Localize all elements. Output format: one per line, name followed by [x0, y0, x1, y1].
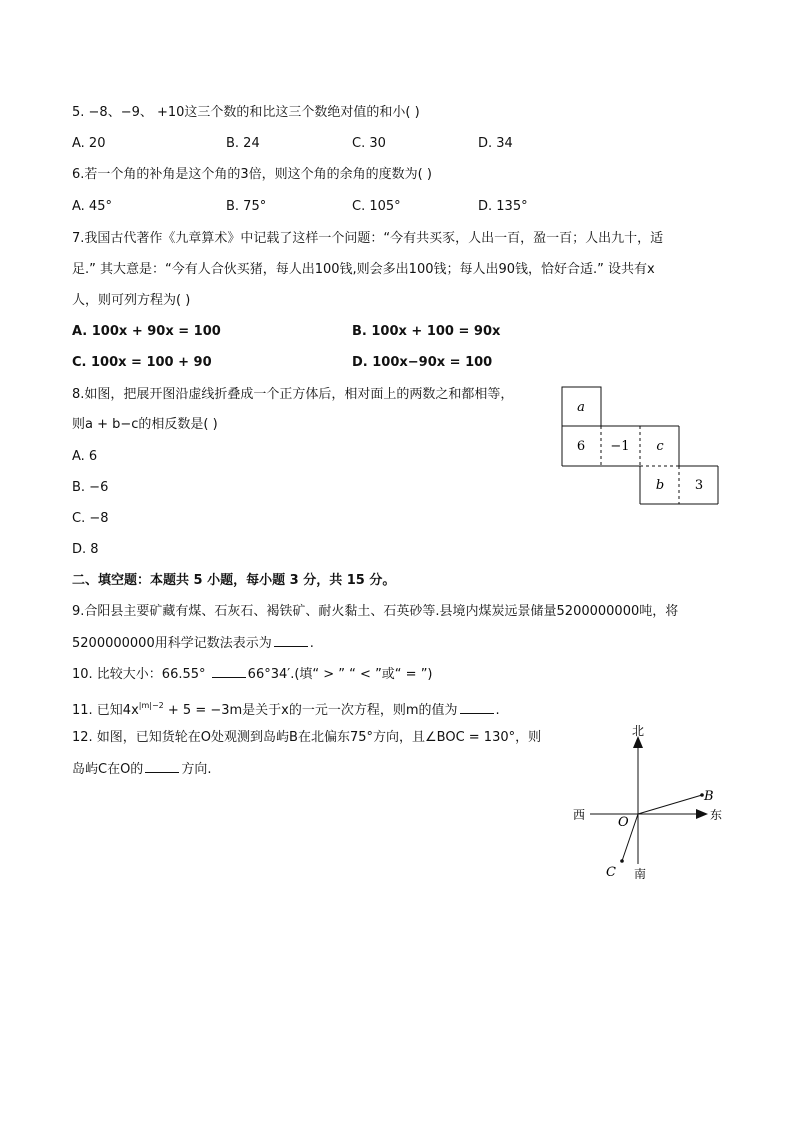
q8-line2: 则a + b−c的相反数是( ) [72, 417, 218, 432]
q10-answer-blank[interactable] [212, 665, 246, 678]
q12-line2 [72, 760, 211, 779]
net-cell-6: 6 [576, 439, 586, 454]
label-c: C [606, 865, 616, 880]
q5-option-c: C. 30 [352, 136, 386, 151]
compass-direction-figure [566, 724, 726, 886]
label-south: 南 [633, 867, 647, 881]
q9-line2-end: . [309, 636, 314, 651]
q12-answer-blank[interactable] [145, 760, 179, 773]
net-cell-3: 3 [694, 478, 704, 493]
q5-option-d: D. 34 [478, 136, 513, 151]
q5-option-b: B. 24 [226, 136, 260, 151]
q9-line2-text: 5200000000用科学记数法表示为 [72, 636, 272, 651]
q9-answer-blank[interactable] [274, 634, 308, 647]
q5-stem: 5. −8、−9、 +10这三个数的和比这三个数绝对值的和小( ) [72, 105, 420, 120]
q6-option-d: D. 135° [478, 199, 528, 214]
q6-option-c: C. 105° [352, 199, 401, 214]
label-west: 西 [573, 808, 586, 822]
q11-text-b: + 5 = −3m是关于x的一元一次方程，则m的值为 [163, 703, 458, 718]
label-east: 东 [710, 808, 723, 822]
label-north: 北 [631, 724, 645, 738]
q6-option-a: A. 45° [72, 199, 112, 214]
q7-line3: 人，则可列方程为( ) [72, 293, 191, 308]
point-c [620, 859, 624, 863]
east-arrowhead [696, 809, 708, 819]
q8-option-b: B. −6 [72, 480, 109, 495]
q7-line2: 足.” 其大意是：“今有人合伙买猪，每人出100钱,则会多出100钱；每人出90钱，恰好合适.” 设共有x [72, 262, 655, 277]
q7-option-c: C. 100x = 100 + 90 [72, 355, 212, 370]
q5-option-a: A. 20 [72, 136, 106, 151]
q10-text-a: 10. 比较大小：66.55° [72, 667, 206, 682]
q12-text-b: 方向. [181, 762, 212, 777]
q8-option-d: D. 8 [72, 542, 99, 557]
q10-text-b: 66°34′.(填“ > ” “ < ”或“ = ”) [247, 667, 433, 682]
net-cell-b: b [655, 478, 665, 493]
q7-option-b: B. 100x + 100 = 90x [352, 324, 501, 339]
q10-line [72, 665, 433, 684]
label-b: B [704, 789, 714, 804]
q11-text-a: 11. 已知4x [72, 703, 139, 718]
q9-line2 [72, 634, 314, 653]
q11-exponent: |m|−2 [138, 701, 164, 710]
q11-answer-blank[interactable] [460, 701, 494, 714]
q8-option-a: A. 6 [72, 449, 98, 464]
q12-line1: 12. 如图，已知货轮在O处观测到岛屿B在北偏东75°方向，且∠BOC = 130°，则 [72, 730, 542, 745]
net-cell-a: a [577, 400, 585, 415]
net-cell-c: c [656, 439, 664, 454]
q6-stem: 6.若一个角的补角是这个角的3倍，则这个角的余角的度数为( ) [72, 167, 432, 182]
q12-text-a: 岛屿C在O的 [72, 762, 144, 777]
q7-option-d: D. 100x−90x = 100 [352, 355, 493, 370]
cube-net-figure [560, 385, 724, 507]
q6-option-b: B. 75° [226, 199, 267, 214]
q7-option-a: A. 100x + 90x = 100 [72, 324, 221, 339]
q9-line1: 9.合阳县主要矿藏有煤、石灰石、褐铁矿、耐火黏土、石英砂等.县境内煤炭远景储量5200000000吨，将 [72, 604, 679, 619]
net-cell-neg1: −1 [610, 439, 630, 454]
q8-option-c: C. −8 [72, 511, 109, 526]
section-heading-fill-in: 二、填空题：本题共 5 小题，每小题 3 分，共 15 分。 [72, 573, 396, 588]
q7-line1: 7.我国古代著作《九章算术》中记载了这样一个问题：“今有共买豕，人出一百，盈一百；人出九十，适 [72, 231, 664, 246]
q8-line1: 8.如图，把展开图沿虚线折叠成一个正方体后，相对面上的两数之和都相等， [72, 387, 514, 402]
q11-line [72, 697, 500, 720]
q11-text-c: . [495, 703, 500, 718]
label-o: O [618, 815, 629, 830]
